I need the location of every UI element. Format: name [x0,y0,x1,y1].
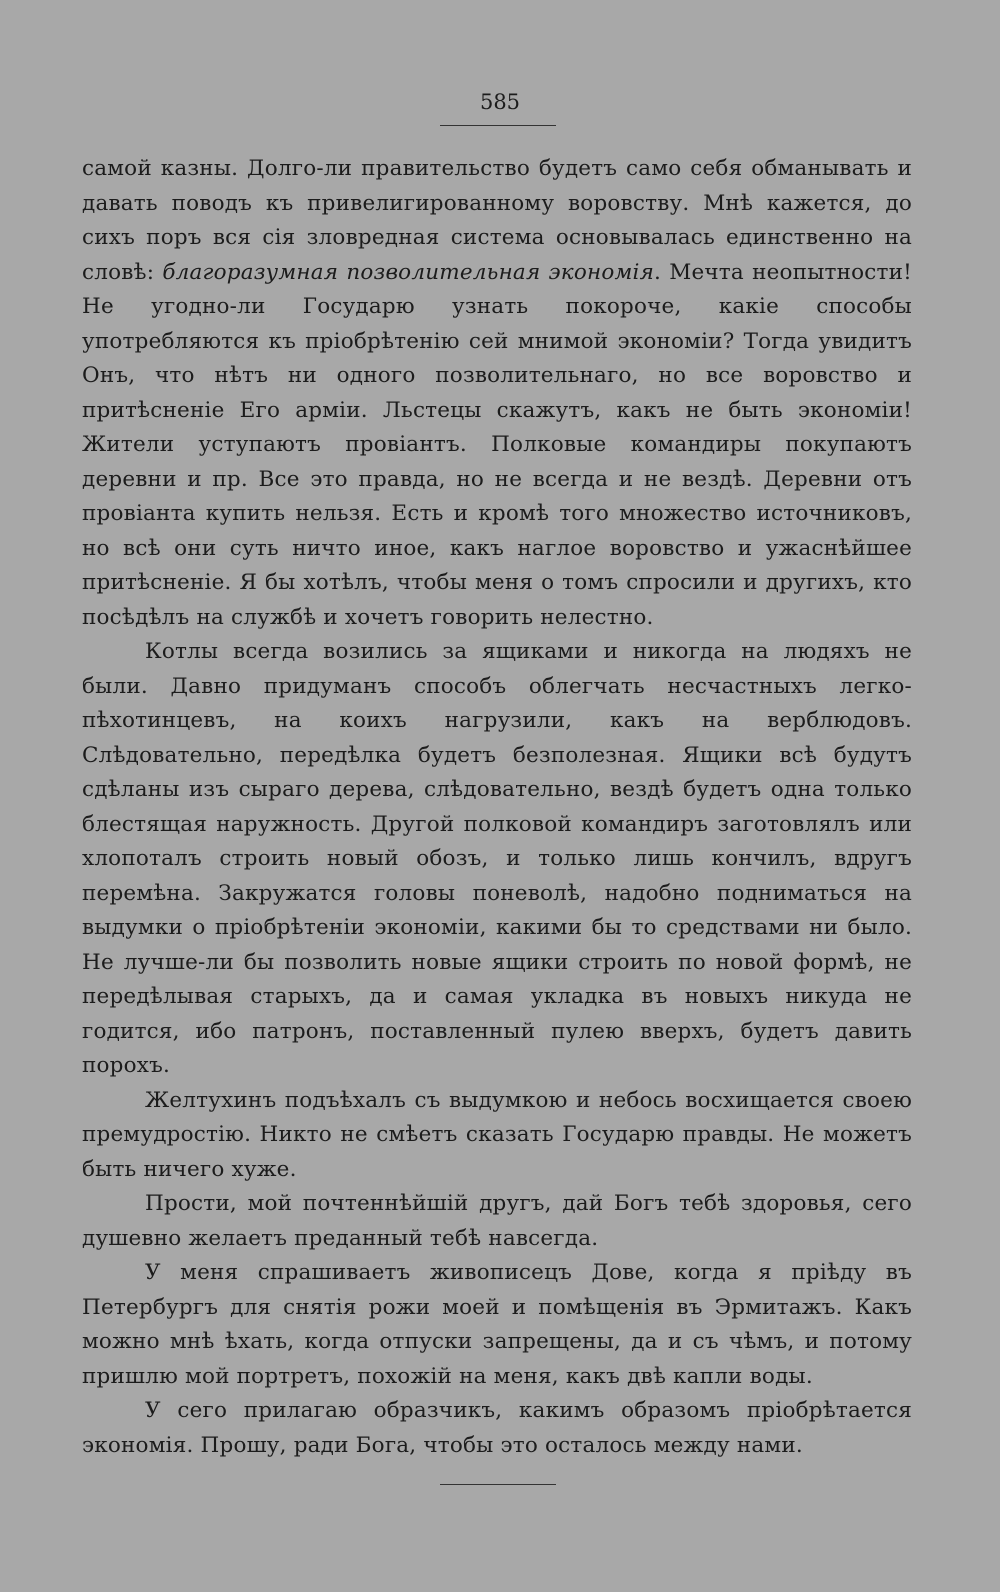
paragraph-1 [82,152,912,635]
header-rule [440,125,556,126]
page-number: 585 [479,90,521,114]
paragraph-6: У сего прилагаю образчикъ, какимъ образомъ пріобрѣтается экономія. Прошу, ради Бога, чтобы это осталось между нами. [82,1398,912,1458]
paragraph-2: Котлы всегда возились за ящиками и никогда на людяхъ не были. Давно придуманъ способъ облегчать несчастныхъ легко-пѣхотинцевъ, на коихъ нагрузили, какъ на верблюдовъ. Слѣдовательно, передѣлка будетъ безполезная. Ящики всѣ будутъ сдѣланы изъ сыраго дерева, слѣдовательно, вездѣ будетъ одна только блестящая наружность. Другой полковой командиръ заготовлялъ или хлопоталъ строить новый обозъ, и только лишь кончилъ, вдругъ перемѣна. Закружатся головы поневолѣ, надобно подниматься на выдумки о пріобрѣтеніи экономіи, какими бы то средствами ни было. Не лучше-ли бы позволить новые ящики строить по новой формѣ, не передѣлывая старыхъ, да и самая укладка въ новыхъ никуда не годится, ибо патронъ, поставленный пулею вверхъ, будетъ давить порохъ. [82,639,912,1078]
footer-rule [440,1484,556,1485]
paragraph-5: У меня спрашиваетъ живописецъ Дове, когда я пріѣду въ Петербургъ для снятія рожи моей и помѣщенія въ Эрмитажъ. Какъ можно мнѣ ѣхать, когда отпуски запрещены, да и съ чѣмъ, и потому пришлю мой портретъ, похожій на меня, какъ двѣ капли воды. [82,1260,912,1389]
paragraph-1-italic-phrase: благоразумная позволительная экономія [162,259,655,285]
paragraph-4: Прости, мой почтеннѣйшій другъ, дай Богъ тебѣ здоровья, сего душевно желаетъ преданный тебѣ навсегда. [82,1191,912,1251]
paragraph-1-text-before: самой казны. Долго-ли правительство будетъ само себя обманывать и давать поводъ къ привелигированному воровству. Мнѣ кажется, до сихъ поръ вся сія зловредная система основывалась единственно на словѣ: [82,156,912,285]
paragraph-1-text-after: . Мечта неопытности! Не угодно-ли Государю узнать покороче, какіе способы употребляются къ пріобрѣтенію сей мнимой экономіи? Тогда увидитъ Онъ, что нѣтъ ни одного позволительнаго, но все воровство и притѣсненіе Его арміи. Льстецы скажутъ, какъ не быть экономіи! Жители уступаютъ провіантъ. Полковые командиры покупаютъ деревни и пр. Все это правда, но не всегда и не вездѣ. Деревни отъ провіанта купить нельзя. Есть и кромѣ того множество источниковъ, но всѣ они суть ничто иное, какъ наглое воровство и ужаснѣйшее притѣсненіе. Я бы хотѣлъ, чтобы меня о томъ спросили и другихъ, кто посѣдѣлъ на службѣ и хочетъ говорить нелестно. [82,259,912,630]
paragraph-3: Желтухинъ подъѣхалъ съ выдумкою и небось восхищается своею премудростію. Никто не смѣетъ сказать Государю правды. Не можетъ быть ничего хуже. [82,1087,912,1182]
page-body [82,152,912,1463]
